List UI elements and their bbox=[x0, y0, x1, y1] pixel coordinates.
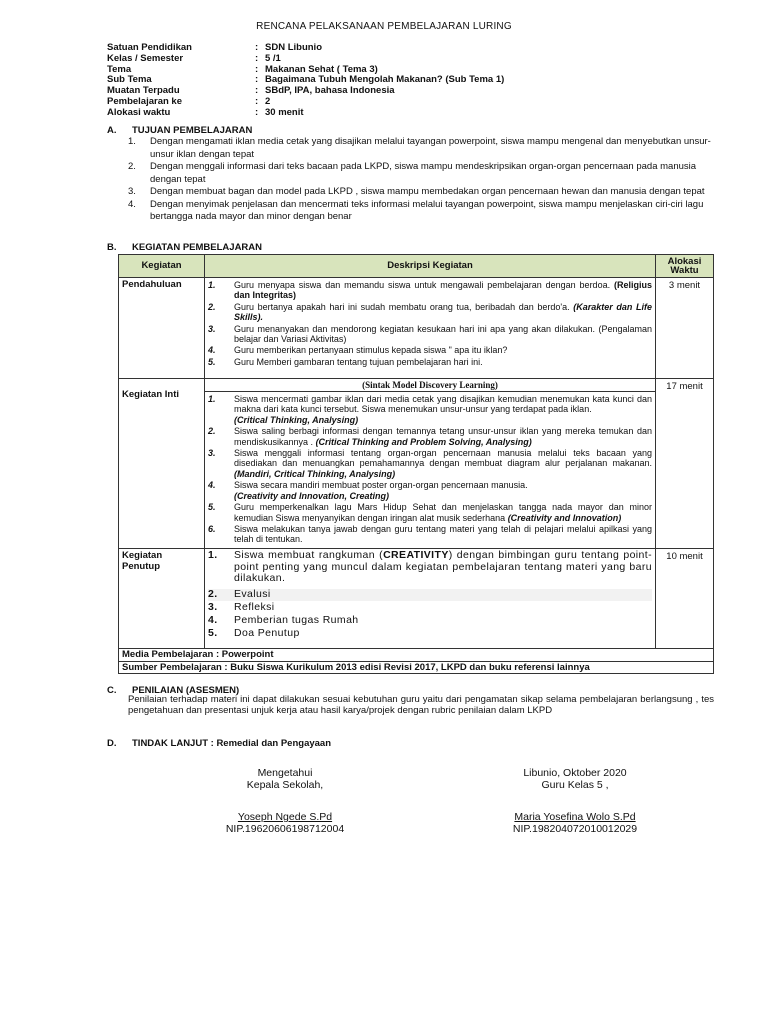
identity-value: 2 bbox=[265, 95, 271, 107]
identity-value: Makanan Sehat ( Tema 3) bbox=[265, 63, 378, 75]
signature-name: Yoseph Ngede S.Pd bbox=[237, 811, 333, 823]
tujuan-list bbox=[128, 136, 718, 224]
list-item bbox=[208, 280, 652, 301]
penilaian-text: Penilaian terhadap materi ini dapat dilakukan sesuai kebutuhan guru yaitu dari pengamatan sikap selama pembelajaran berlangsung , tes pengetahuan dan presentasi unjuk kerja atau hasil karya/projek dengan rubric penilaian dalam LKPD bbox=[128, 694, 714, 716]
list-item bbox=[208, 345, 652, 355]
item-tag: (Karakter dan Life Skills). bbox=[234, 301, 652, 323]
signature-name: Maria Yosefina Wolo S.Pd bbox=[514, 811, 636, 823]
item-number: 4. bbox=[208, 480, 216, 491]
header-alokasi: Alokasi Waktu bbox=[656, 255, 714, 278]
identity-label: Sub Tema bbox=[107, 74, 152, 86]
identity-row bbox=[107, 42, 627, 53]
item-number: 2. bbox=[208, 426, 216, 437]
section-d-heading bbox=[107, 738, 331, 749]
item-number: 2. bbox=[208, 301, 216, 312]
signature-line1: Libunio, Oktober 2020 bbox=[523, 767, 627, 779]
signature-line1: Mengetahui bbox=[257, 767, 313, 779]
item-number: 3. bbox=[128, 186, 136, 197]
item-text: Siswa menggali informasi tentang organ-organ pencernaan manusia melalui teks bacaan yang disediakan dan menuangkan pemahamannya dengan membuat diagram alur perjalanan makanan. bbox=[234, 448, 652, 469]
section-letter: A. bbox=[107, 125, 117, 136]
list-item bbox=[208, 324, 652, 345]
item-text: Guru Memberi gambaran tentang tujuan pembelajaran hari ini. bbox=[234, 356, 483, 367]
item-number: 2. bbox=[208, 588, 218, 601]
section-title: TINDAK LANJUT : Remedial dan Pengayaan bbox=[132, 738, 332, 749]
identity-label: Kelas / Semester bbox=[107, 52, 184, 64]
identity-row bbox=[107, 64, 627, 75]
list-item bbox=[208, 589, 652, 601]
item-text: Pemberian tugas Rumah bbox=[234, 613, 359, 626]
list-item bbox=[128, 161, 718, 186]
signature-nip: NIP.19620606198712004 bbox=[225, 822, 345, 835]
item-text: Siswa saling berbagi informasi dengan temannya tetang unsur-unsur iklan yang mereka temukan dan mendiskusikannya . bbox=[234, 426, 652, 447]
kegiatan-table bbox=[118, 254, 714, 674]
row-description bbox=[205, 379, 656, 548]
item-text: Siswa mencermati gambar iklan dari media cetak yang disajikan kemudian menemukan kata kunci dan makna dari kata kunci tersebut. Siswa menemukan unsur-unsur yang terdapat pada iklan. bbox=[234, 394, 652, 415]
item-tag: (Mandiri, Critical Thinking, Analysing) bbox=[234, 468, 396, 479]
section-title: PENILAIAN (ASESMEN) bbox=[132, 685, 240, 696]
identity-value: Bagaimana Tubuh Mengolah Makanan? (Sub Tema 1) bbox=[265, 74, 505, 86]
colon: : bbox=[255, 95, 259, 107]
item-text: Dengan menggali informasi dari teks bacaan pada LKPD, siswa mampu mendeskripsikan organ-organ pencernaan pada manusia dengan tepat bbox=[150, 161, 697, 185]
section-letter: D. bbox=[107, 738, 117, 749]
section-title: TUJUAN PEMBELAJARAN bbox=[132, 125, 253, 136]
row-description bbox=[205, 548, 656, 649]
item-number: 2. bbox=[128, 161, 136, 172]
section-b-heading bbox=[107, 242, 262, 253]
item-number: 5. bbox=[208, 502, 216, 513]
list-item bbox=[208, 448, 652, 479]
sintak-heading: (Sintak Model Discovery Learning) bbox=[205, 379, 655, 392]
item-number: 5. bbox=[208, 626, 218, 639]
list-item bbox=[208, 602, 652, 614]
row-label: Kegiatan Inti bbox=[119, 379, 205, 548]
list-item bbox=[128, 186, 718, 199]
item-text: Guru menanyakan dan mendorong kegiatan kesukaan hari ini apa yang akan dilakukan. (Pengalaman belajar dan Variasi Aktivitas) bbox=[234, 323, 652, 345]
item-number: 3. bbox=[208, 448, 216, 459]
item-number: 6. bbox=[208, 523, 216, 534]
signature-right bbox=[470, 768, 680, 835]
item-text: Refleksi bbox=[234, 600, 275, 613]
item-text: Dengan mengamati iklan media cetak yang disajikan melalui tayangan powerpoint, siswa mampu mengenal dan menyebutkan unsur-unsur iklan dengan tepat bbox=[150, 136, 711, 160]
item-text: Siswa secara mandiri membuat poster organ-organ pencernaan manusia. bbox=[234, 480, 528, 491]
identity-row bbox=[107, 53, 627, 64]
item-number: 5. bbox=[208, 356, 216, 367]
section-letter: C. bbox=[107, 685, 117, 696]
signature-line2: Kepala Sekolah, bbox=[246, 778, 324, 791]
item-tag: (Religius dan Integritas) bbox=[234, 280, 652, 301]
item-tag: (Creativity and Innovation) bbox=[507, 512, 622, 523]
row-time: 17 menit bbox=[656, 379, 714, 548]
row-label: Pendahuluan bbox=[119, 278, 205, 379]
list-item bbox=[208, 302, 652, 323]
identity-label: Alokasi waktu bbox=[107, 106, 171, 118]
header-deskripsi: Deskripsi Kegiatan bbox=[205, 255, 656, 278]
item-tag: CREATIVITY bbox=[383, 548, 449, 561]
identity-row bbox=[107, 74, 627, 85]
item-text: Siswa melakukan tanya jawab dengan guru tentang materi yang telah di pelajari melalui apilkasi yang telah di tentukan. bbox=[234, 523, 652, 545]
row-time: 3 menit bbox=[656, 278, 714, 379]
item-number: 3. bbox=[208, 323, 216, 334]
item-text-pre: Siswa membuat rangkuman ( bbox=[234, 548, 384, 561]
item-number: 4. bbox=[208, 613, 218, 626]
identity-value: SDN Libunio bbox=[265, 42, 322, 53]
item-text: Guru bertanya apakah hari ini sudah membatu orang tua, beribadah dan berdo'a. bbox=[234, 301, 570, 312]
identity-value: 30 menit bbox=[265, 106, 304, 118]
item-tag: (Critical Thinking and Problem Solving, Analysing) bbox=[315, 436, 532, 447]
item-number: 4. bbox=[128, 198, 136, 210]
document-title: RENCANA PELAKSANAAN PEMBELAJARAN LURING bbox=[256, 21, 512, 32]
table-row-media bbox=[119, 649, 714, 661]
identity-label: Muatan Terpadu bbox=[107, 85, 180, 97]
identity-label: Satuan Pendidikan bbox=[107, 42, 192, 53]
list-item bbox=[208, 615, 652, 627]
item-text: Dengan menyimak penjelasan dan mencermati teks informasi melalui tayangan powerpoint, siswa mampu menjelaskan ciri-ciri lagu bertangga nada mayor dan minor dengan benar bbox=[150, 198, 704, 222]
section-title: KEGIATAN PEMBELAJARAN bbox=[132, 242, 263, 253]
colon: : bbox=[255, 106, 259, 118]
item-number: 1. bbox=[128, 136, 136, 147]
list-item bbox=[208, 524, 652, 545]
identity-row bbox=[107, 107, 627, 118]
table-row-inti bbox=[119, 379, 714, 548]
section-a-heading bbox=[107, 125, 252, 136]
table-row-penutup bbox=[119, 548, 714, 649]
item-text: Guru menyapa siswa dan memandu siswa untuk mengawali pembelajaran dengan berdoa. bbox=[234, 280, 611, 290]
table-row-pendahuluan bbox=[119, 278, 714, 379]
item-tag: (Critical Thinking, Analysing) bbox=[234, 414, 359, 425]
list-item bbox=[208, 628, 652, 640]
identity-value: 5 /1 bbox=[265, 52, 281, 64]
identity-block bbox=[107, 42, 627, 118]
item-number: 1. bbox=[208, 280, 216, 290]
identity-row bbox=[107, 85, 627, 96]
colon: : bbox=[255, 63, 259, 75]
colon: : bbox=[255, 52, 259, 64]
row-time: 10 menit bbox=[656, 548, 714, 649]
item-text: Guru memperkenalkan lagu Mars Hidup Sehat dan menjelaskan tangga nada mayor dan minor kemudian Siswa menyanyikan dengan iringan alat musik sederhana bbox=[234, 502, 652, 523]
signature-nip: NIP.198204072010012029 bbox=[512, 822, 638, 835]
item-text: Guru memberikan pertanyaan stimulus kepada siswa " apa itu iklan? bbox=[234, 345, 508, 356]
identity-label: Tema bbox=[107, 63, 132, 75]
list-item bbox=[208, 480, 652, 501]
signature-line2: Guru Kelas 5 , bbox=[541, 778, 609, 791]
list-item bbox=[208, 550, 652, 585]
colon: : bbox=[255, 42, 259, 53]
section-letter: B. bbox=[107, 242, 117, 253]
list-item bbox=[208, 502, 652, 523]
signature-left bbox=[190, 768, 380, 835]
header-kegiatan: Kegiatan bbox=[119, 255, 205, 278]
item-text: Evalusi bbox=[234, 588, 271, 601]
item-number: 1. bbox=[208, 548, 218, 561]
colon: : bbox=[255, 85, 259, 97]
row-label: Kegiatan Penutup bbox=[119, 548, 205, 649]
list-item bbox=[208, 357, 652, 367]
list-item bbox=[128, 136, 718, 161]
identity-label: Pembelajaran ke bbox=[107, 95, 182, 107]
sumber-pembelajaran: Sumber Pembelajaran : Buku Siswa Kurikulum 2013 edisi Revisi 2017, LKPD dan buku referensi lainnya bbox=[119, 661, 714, 673]
table-header-row bbox=[119, 255, 714, 278]
item-tag: (Creativity and Innovation, Creating) bbox=[234, 490, 390, 501]
item-text: Doa Penutup bbox=[234, 626, 300, 639]
list-item bbox=[208, 394, 652, 425]
item-number: 1. bbox=[208, 394, 216, 405]
colon: : bbox=[255, 74, 259, 86]
list-item bbox=[208, 426, 652, 447]
item-number: 3. bbox=[208, 600, 218, 613]
identity-value: SBdP, IPA, bahasa Indonesia bbox=[265, 85, 395, 97]
item-text-post: ) dengan bimbingan guru tentang point-point penting yang muncul dalam kegiatan pembelajaran tentang materi yang baru dilakukan. bbox=[234, 548, 652, 585]
table-row-sumber bbox=[119, 661, 714, 673]
item-text: Dengan membuat bagan dan model pada LKPD , siswa mampu membedakan organ pencernaan hewan dan manusia dengan tepat bbox=[150, 186, 705, 197]
row-description bbox=[205, 278, 656, 379]
media-pembelajaran: Media Pembelajaran : Powerpoint bbox=[119, 649, 714, 661]
item-number: 4. bbox=[208, 345, 216, 356]
list-item bbox=[128, 199, 718, 224]
identity-row bbox=[107, 96, 627, 107]
